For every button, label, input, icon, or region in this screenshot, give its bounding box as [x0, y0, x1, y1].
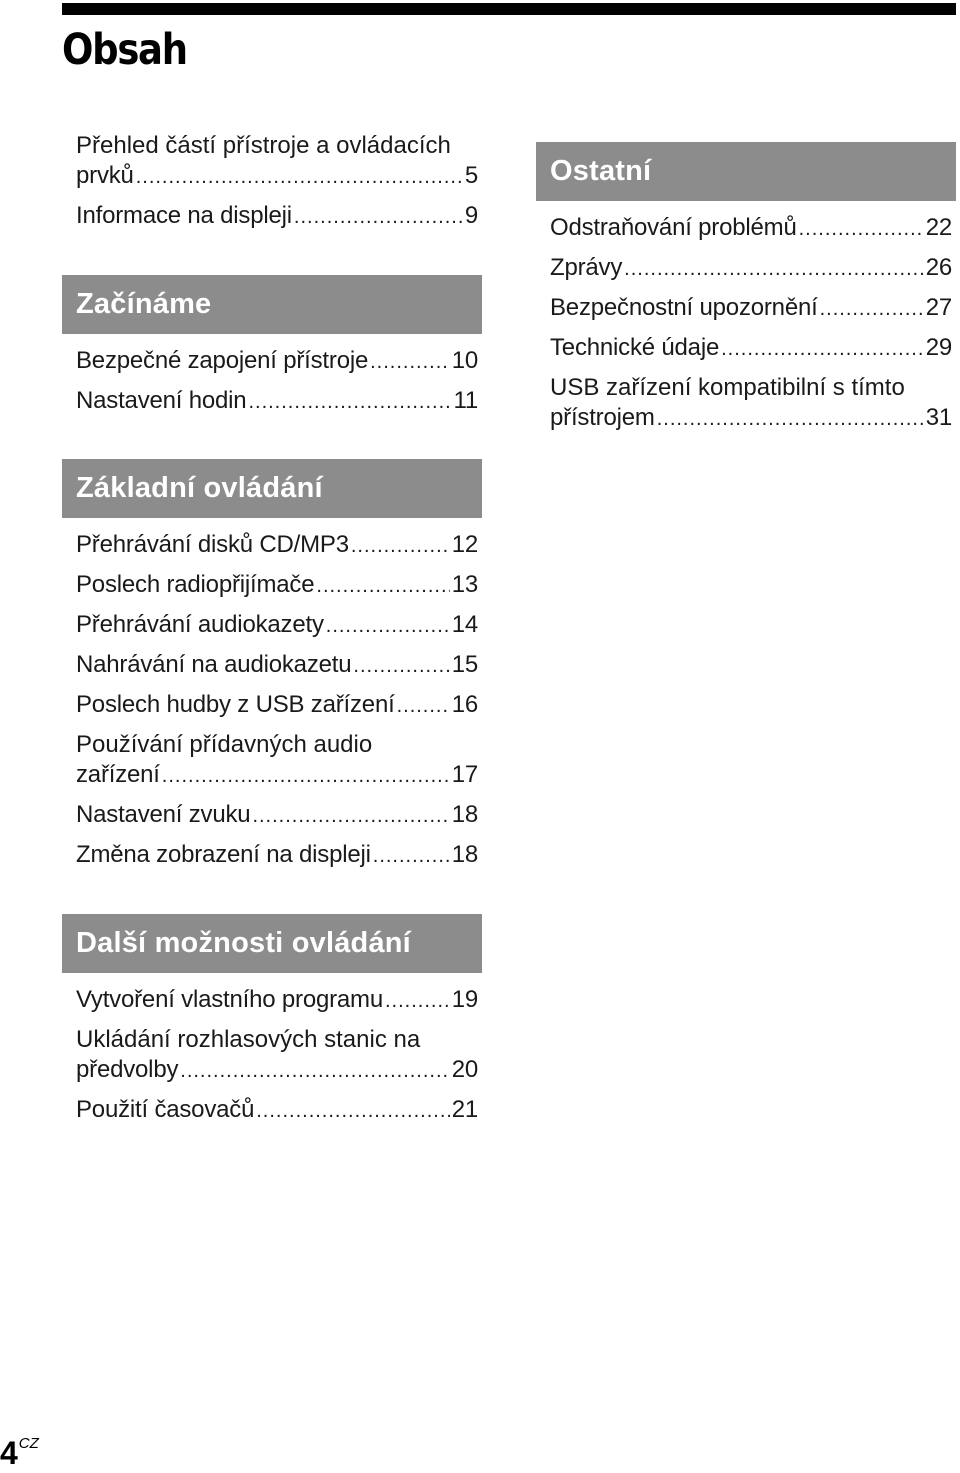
page-title: Obsah	[62, 25, 187, 75]
page-number	[0, 1424, 39, 1473]
dot-leader	[252, 801, 449, 831]
dot-leader	[326, 611, 450, 641]
toc-entry-page: 18	[451, 801, 478, 828]
toc-entry-page: 14	[451, 611, 478, 638]
section-heading-dalsi: Další možnosti ovládání	[62, 914, 482, 973]
toc-entry[interactable]	[76, 1095, 478, 1126]
toc-entry[interactable]	[76, 386, 478, 417]
section-list-zakladni	[62, 530, 482, 721]
toc-entry-aux-audio[interactable]	[62, 730, 482, 791]
toc-entry-label: Informace na displeji	[76, 202, 292, 229]
toc-entry-page: 27	[925, 294, 952, 321]
toc-entry-label: Poslech hudby z USB zařízení	[76, 691, 395, 718]
toc-entry-label: Technické údaje	[550, 334, 720, 361]
toc-entry-overview[interactable]	[62, 131, 482, 192]
dot-leader	[657, 404, 924, 434]
toc-entry-page: 13	[451, 571, 478, 598]
dot-leader	[180, 1056, 449, 1086]
section-heading-zaciname: Začínáme	[62, 275, 482, 334]
toc-entry[interactable]	[76, 610, 478, 641]
toc-entry-page: 15	[451, 651, 478, 678]
toc-entry-label: Bezpečnostní upozornění	[550, 294, 818, 321]
toc-entry-label: zařízení	[76, 761, 160, 788]
toc-entry-label: Odstraňování problémů	[550, 214, 797, 241]
dot-leader	[820, 294, 924, 324]
toc-entry[interactable]	[550, 213, 952, 244]
toc-entry-page: 12	[451, 531, 478, 558]
toc-entry-line1: Ukládání rozhlasových stanic na	[76, 1026, 421, 1053]
toc-entry[interactable]	[76, 570, 478, 601]
section-list-zaciname	[62, 346, 482, 417]
dot-leader	[248, 387, 451, 417]
dot-leader	[162, 761, 450, 791]
toc-entry-label: Nahrávání na audiokazetu	[76, 651, 352, 678]
toc-entry-label: Nastavení zvuku	[76, 801, 251, 828]
toc-entry-page: 16	[451, 691, 478, 718]
toc-entry[interactable]	[550, 293, 952, 324]
toc-entry[interactable]	[550, 333, 952, 364]
dot-leader	[624, 254, 924, 284]
toc-entry[interactable]	[76, 840, 478, 871]
toc-entry-page: 26	[925, 254, 952, 281]
dot-leader	[373, 841, 450, 871]
toc-entry-page: 17	[451, 761, 478, 788]
dot-leader	[316, 571, 449, 601]
toc-entry-label: Použití časovačů	[76, 1096, 255, 1123]
toc-entry[interactable]	[76, 530, 478, 561]
toc-entry-page: 20	[451, 1056, 478, 1083]
section-list-dalsi	[62, 985, 482, 1016]
page-number-value: 4	[0, 1435, 18, 1471]
toc-entry-label: Změna zobrazení na displeji	[76, 841, 371, 868]
dot-leader	[397, 691, 450, 721]
toc-entry-label: Poslech radiopřijímače	[76, 571, 315, 598]
toc-entry-label: Nastavení hodin	[76, 387, 247, 414]
dot-leader	[351, 531, 450, 561]
toc-entry-page: 19	[451, 986, 478, 1013]
toc-entry-usb-compat[interactable]	[536, 373, 956, 434]
toc-entry-page: 9	[464, 202, 478, 229]
top-rule	[62, 3, 956, 15]
toc-entry-page: 22	[925, 214, 952, 241]
toc-entry[interactable]	[76, 985, 478, 1016]
dot-leader	[799, 214, 924, 244]
dot-leader	[353, 651, 449, 681]
toc-entry-page: 11	[453, 387, 478, 414]
toc-entry-line1: Přehled částí přístroje a ovládacích	[76, 132, 451, 159]
toc-right-column	[536, 142, 956, 443]
dot-leader	[294, 202, 463, 232]
toc-left-column	[62, 131, 482, 1135]
dot-leader	[385, 986, 450, 1016]
page-number-suffix: CZ	[18, 1435, 39, 1452]
section-heading-ostatni: Ostatní	[536, 142, 956, 201]
toc-entry-page: 29	[925, 334, 952, 361]
toc-entry-label: předvolby	[76, 1056, 179, 1083]
toc-entry-page: 21	[451, 1096, 478, 1123]
toc-entry[interactable]	[76, 650, 478, 681]
toc-entry-label: Přehrávání disků CD/MP3	[76, 531, 349, 558]
dot-leader	[721, 334, 924, 364]
toc-entry[interactable]	[76, 800, 478, 831]
section-list-ostatni	[536, 213, 956, 364]
toc-entry[interactable]	[76, 346, 478, 377]
toc-entry-label: prvků	[76, 162, 134, 189]
section-heading-zakladni: Základní ovládání	[62, 459, 482, 518]
dot-leader	[136, 162, 463, 192]
toc-entry-label: Vytvoření vlastního programu	[76, 986, 383, 1013]
toc-entry-label: přístrojem	[550, 404, 655, 431]
toc-entry-presets[interactable]	[62, 1025, 482, 1086]
dot-leader	[370, 347, 450, 377]
toc-entry-page: 31	[925, 404, 952, 431]
toc-entry-page: 5	[464, 162, 478, 189]
toc-entry-line1: Používání přídavných audio	[76, 731, 373, 758]
toc-entry-label: Přehrávání audiokazety	[76, 611, 324, 638]
toc-entry-page: 10	[451, 347, 478, 374]
toc-entry-line1: USB zařízení kompatibilní s tímto	[550, 374, 905, 401]
toc-entry-page: 18	[451, 841, 478, 868]
toc-entry[interactable]	[550, 253, 952, 284]
toc-entry-display-info[interactable]	[76, 201, 478, 232]
toc-entry[interactable]	[76, 690, 478, 721]
toc-entry-label: Zprávy	[550, 254, 623, 281]
dot-leader	[256, 1096, 449, 1126]
toc-entry-label: Bezpečné zapojení přístroje	[76, 347, 369, 374]
